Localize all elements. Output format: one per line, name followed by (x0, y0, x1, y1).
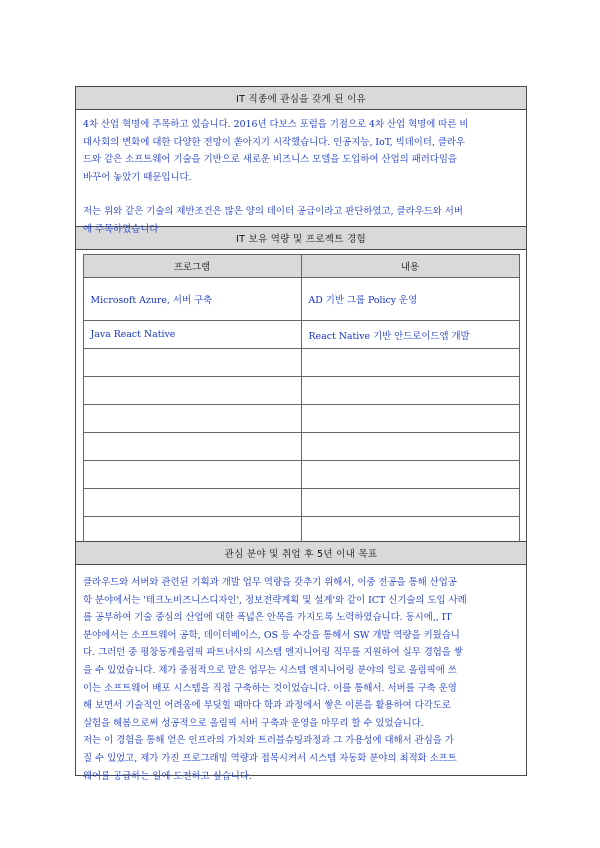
table-cell-content[interactable]: React Native 기반 안드로이드앱 개발 (301, 321, 519, 349)
table-cell-content[interactable] (301, 517, 519, 545)
table-cell-program[interactable] (83, 405, 301, 433)
table-cell-program[interactable] (83, 517, 301, 545)
table-row (83, 349, 519, 377)
section-body-reason (76, 110, 526, 235)
reason-paragraph-2: 저는 위와 같은 기술의 제반조건은 많은 양의 데이터 공급이라고 판단하였고, 클라우드와 서버 에 주목하였습니다 (83, 206, 463, 235)
goals-paragraph-1: 클라우드와 서버와 관련된 기획과 개발 업무 역량을 갖추기 위해서, 이중 전공을 통해 산업공 학 분야에서는 '테크노비즈니스디자인', 정보전략계획 및 설계'와 같이 ICT 신기술의 도입 사례 를 공부하여 기술 중심의 산업에 대한 폭넓은 안목을 가지도록 노력하였습니다. 동시에,, IT 분야에서는 소프트웨어 공학, 데이터베이스, OS 등 수강을 통해서 SW 개발 역량을 키웠습니 다. 그러던 중 평창동계올림픽 파트너사의 시스템 엔지니어링 직무를 지원하여 실무 경험을 쌓 을 수 있었습니다. 제가 중점적으로 맡은 업무는 시스템 엔지니어링 분야의 일로 올림픽에 쓰 이는 소프트웨어 배포 시스템을 직접 구축하는 것이었습니다. 이를 통해서. 서버를 구축 운영 해 보면서 기술적인 어려움에 부딪힐 때마다 학과 과정에서 쌓은 이론을 활용하여 다각도로 실험을 해봄으로써 성공적으로 올림픽 서버 구축과 운영을 마무리 할 수 있었습니다. (83, 577, 467, 729)
column-header-program: 프로그램 (83, 255, 301, 278)
table-cell-content[interactable] (301, 377, 519, 405)
section-header-goals (76, 542, 526, 565)
table-cell-content[interactable] (301, 461, 519, 489)
section-header-reason (76, 87, 526, 110)
table-cell-content[interactable] (301, 433, 519, 461)
table-cell-program[interactable]: Microsoft Azure, 서버 구축 (83, 278, 301, 321)
table-row (83, 377, 519, 405)
section-title-skills: IT 보유 역량 및 프로젝트 경험 (235, 234, 367, 245)
reason-paragraph-1: 4차 산업 혁명에 주목하고 있습니다. 2016년 다보스 포럼을 기점으로 4차 산업 혁명에 따른 비 대사회의 변화에 대한 다양한 전망이 쏟아지기 시작했습니다. 인공지능, IoT, 빅데이터, 클라우 드와 같은 소프트웨어 기술을 기반으로 새로운 비즈니스 모델을 도입하여 산업의 패러다임을 바꾸어 놓았기 때문입니다. (83, 119, 469, 183)
table-cell-program[interactable] (83, 433, 301, 461)
section-body-goals (76, 565, 526, 782)
table-row (83, 517, 519, 545)
goals-paragraph-2: 저는 이 경험을 통해 얻은 인프라의 가치와 트러블슈팅과정과 그 가용성에 대해서 관심을 가 질 수 있었고, 제가 가진 프로그래밍 역량과 접목시켜서 시스템 자동화 분야의 최적화 소프트 웨어를 공급하는 일에 도전하고 싶습니다. (83, 735, 457, 782)
project-table (83, 254, 520, 545)
paragraph-gap (83, 186, 519, 203)
table-cell-content[interactable]: AD 기반 그룹 Policy 운영 (301, 278, 519, 321)
column-header-content: 내용 (301, 255, 519, 278)
table-row (83, 461, 519, 489)
table-cell-content[interactable] (301, 349, 519, 377)
table-cell-program[interactable] (83, 489, 301, 517)
table-cell-program[interactable] (83, 377, 301, 405)
table-cell-program[interactable] (83, 349, 301, 377)
table-row (83, 405, 519, 433)
table-row (83, 489, 519, 517)
table-row (83, 278, 519, 321)
table-cell-content[interactable] (301, 489, 519, 517)
section-title-goals: 관심 분야 및 취업 후 5년 이내 목표 (224, 549, 378, 560)
table-cell-program[interactable]: Java React Native (83, 321, 301, 349)
section-title-reason: IT 직종에 관심을 갖게 된 이유 (235, 94, 367, 105)
table-cell-program[interactable] (83, 461, 301, 489)
table-row (83, 433, 519, 461)
application-form (75, 86, 527, 782)
table-cell-content[interactable] (301, 405, 519, 433)
project-table-header-row (83, 255, 519, 278)
table-row (83, 321, 519, 349)
section-body-skills (76, 250, 526, 542)
